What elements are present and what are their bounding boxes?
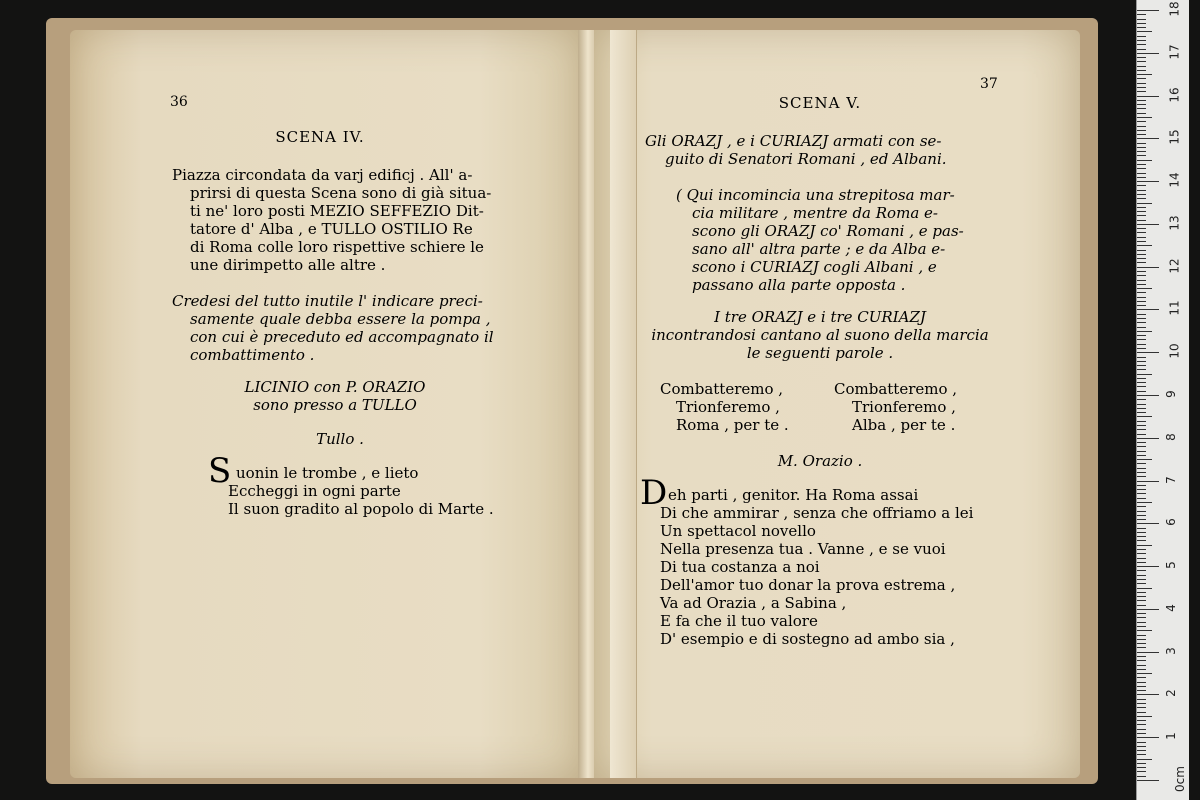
- ruler-tick: [1137, 23, 1146, 24]
- ruler-tick: [1137, 626, 1146, 627]
- direction-line: passano alla parte opposta .: [692, 276, 906, 294]
- speaker-name: M. Orazio .: [777, 452, 863, 470]
- ruler-tick: [1137, 374, 1152, 375]
- ruler-tick: [1137, 519, 1146, 520]
- ruler-tick: [1137, 297, 1146, 298]
- ruler-tick: [1137, 78, 1146, 79]
- ruler-tick: [1137, 40, 1146, 41]
- ruler-tick: [1137, 575, 1146, 576]
- ruler-tick: [1137, 305, 1146, 306]
- ruler-tick: [1137, 70, 1146, 71]
- measurement-ruler: [1136, 0, 1189, 800]
- entry-line: guito di Senatori Romani , ed Albani.: [665, 150, 947, 168]
- ruler-tick: [1137, 472, 1146, 473]
- ruler-tick: [1137, 250, 1146, 251]
- direction-line: ( Qui incomincia una strepitosa mar-: [676, 186, 955, 204]
- ruler-tick: [1137, 438, 1159, 439]
- ruler-tick: [1137, 754, 1146, 755]
- ruler-number: 8: [1163, 432, 1178, 441]
- drop-cap-letter: D: [640, 473, 668, 513]
- intro-line: di Roma colle loro rispettive schiere le: [190, 238, 484, 256]
- ruler-tick: [1137, 96, 1159, 97]
- ruler-tick: [1137, 528, 1146, 529]
- ruler-number: 14: [1167, 172, 1182, 188]
- ruler-number: 4: [1163, 604, 1178, 612]
- ruler-number: 12: [1167, 258, 1182, 274]
- ruler-tick: [1137, 570, 1146, 571]
- march-line: incontrandosi cantano al suono della marcia: [651, 326, 989, 344]
- verse-line: D' esempio e di sostegno ad ambo sia ,: [660, 630, 955, 648]
- ruler-tick: [1137, 446, 1146, 447]
- ruler-tick: [1137, 656, 1146, 657]
- ruler-tick: [1137, 643, 1146, 644]
- note-line: Credesi del tutto inutile l' indicare preci-: [172, 292, 483, 310]
- ruler-tick: [1137, 57, 1146, 58]
- ruler-tick: [1137, 275, 1146, 276]
- ruler-tick: [1137, 609, 1159, 610]
- ruler-tick: [1137, 511, 1146, 512]
- ruler-tick: [1137, 463, 1146, 464]
- ruler-tick: [1137, 31, 1152, 32]
- ruler-tick: [1137, 395, 1159, 396]
- ruler-tick: [1137, 382, 1146, 383]
- right-page-number: 37: [980, 76, 998, 92]
- ruler-tick: [1137, 224, 1159, 225]
- ruler-number: 1: [1163, 732, 1178, 741]
- drop-cap-letter: S: [208, 451, 232, 491]
- ruler-tick: [1137, 733, 1146, 734]
- chorus-roma-line: Trionferemo ,: [676, 398, 780, 416]
- ruler-tick: [1137, 177, 1146, 178]
- ruler-tick: [1137, 404, 1146, 405]
- ruler-tick: [1137, 108, 1146, 109]
- note-line: con cui è preceduto ed accompagnato il: [190, 328, 494, 346]
- verse-line: uonin le trombe , e lieto: [236, 464, 419, 482]
- ruler-tick: [1137, 647, 1146, 648]
- ruler-number: 9: [1163, 390, 1178, 398]
- stage-direction: LICINIO con P. ORAZIO: [244, 378, 426, 396]
- ruler-tick: [1137, 729, 1146, 730]
- intro-line: une dirimpetto alle altre .: [190, 256, 386, 274]
- ruler-tick: [1137, 639, 1146, 640]
- ruler-number: 15: [1167, 129, 1182, 145]
- ruler-tick: [1137, 10, 1159, 11]
- ruler-tick: [1137, 284, 1146, 285]
- chorus-alba-line: Combatteremo ,: [834, 380, 958, 398]
- ruler-tick: [1137, 665, 1146, 666]
- ruler-tick: [1137, 262, 1146, 263]
- ruler-tick: [1137, 767, 1146, 768]
- ruler-tick: [1137, 143, 1146, 144]
- ruler-tick: [1137, 724, 1146, 725]
- ruler-tick: [1137, 421, 1146, 422]
- ruler-tick: [1137, 451, 1146, 452]
- ruler-tick: [1137, 318, 1146, 319]
- ruler-number: 10: [1167, 343, 1182, 359]
- ruler-tick: [1137, 117, 1152, 118]
- ruler-tick: [1137, 309, 1159, 310]
- ruler-tick: [1137, 562, 1146, 563]
- ruler-tick: [1137, 502, 1152, 503]
- ruler-tick: [1137, 746, 1146, 747]
- ruler-tick: [1137, 19, 1146, 20]
- ruler-tick: [1137, 391, 1146, 392]
- chorus-alba-line: Trionferemo ,: [852, 398, 956, 416]
- intro-line: tatore d' Alba , e TULLO OSTILIO Re: [190, 220, 473, 238]
- ruler-tick: [1137, 335, 1146, 336]
- ruler-tick: [1137, 558, 1146, 559]
- ruler-tick: [1137, 241, 1146, 242]
- ruler-tick: [1137, 164, 1146, 165]
- ruler-number: 3: [1163, 646, 1178, 655]
- verse-line: Va ad Orazia , a Sabina ,: [660, 594, 847, 612]
- chorus-alba-line: Alba , per te .: [852, 416, 956, 434]
- note-line: combattimento .: [190, 346, 315, 364]
- ruler-tick: [1137, 211, 1146, 212]
- ruler-tick: [1137, 750, 1146, 751]
- ruler-tick: [1137, 429, 1146, 430]
- ruler-number: 2: [1163, 689, 1178, 698]
- ruler-tick: [1137, 536, 1146, 537]
- ruler-tick: [1137, 301, 1146, 302]
- ruler-tick: [1137, 173, 1146, 174]
- ruler-tick: [1137, 596, 1146, 597]
- ruler-tick: [1137, 292, 1146, 293]
- ruler-tick: [1137, 540, 1146, 541]
- ruler-tick: [1137, 434, 1146, 435]
- ruler-tick: [1137, 485, 1146, 486]
- ruler-tick: [1137, 190, 1146, 191]
- ruler-tick: [1137, 66, 1146, 67]
- ruler-tick: [1137, 694, 1159, 695]
- ruler-tick: [1137, 369, 1146, 370]
- ruler-tick: [1137, 348, 1146, 349]
- ruler-tick: [1137, 121, 1146, 122]
- ruler-tick: [1137, 314, 1146, 315]
- ruler-tick: [1137, 600, 1146, 601]
- direction-line: scono i CURIAZJ cogli Albani , e: [692, 258, 937, 276]
- ruler-tick: [1137, 532, 1146, 533]
- ruler-tick: [1137, 493, 1146, 494]
- ruler-tick: [1137, 690, 1146, 691]
- ruler-tick: [1137, 185, 1146, 186]
- ruler-tick: [1137, 198, 1146, 199]
- ruler-tick: [1137, 267, 1159, 268]
- intro-line: Piazza circondata da varj edificj . All' a-: [172, 166, 473, 184]
- direction-line: cia militare , mentre da Roma e-: [692, 204, 938, 222]
- ruler-tick: [1137, 583, 1146, 584]
- ruler-tick: [1137, 155, 1146, 156]
- ruler-tick: [1137, 459, 1152, 460]
- ruler-tick: [1137, 100, 1146, 101]
- ruler-tick: [1137, 27, 1146, 28]
- ruler-tick: [1137, 622, 1146, 623]
- ruler-tick: [1137, 592, 1146, 593]
- ruler-tick: [1137, 245, 1152, 246]
- ruler-number: 0cm: [1172, 766, 1187, 792]
- ruler-tick: [1137, 91, 1146, 92]
- ruler-tick: [1137, 254, 1146, 255]
- ruler-tick: [1137, 498, 1146, 499]
- verse-line: Nella presenza tua . Vanne , e se vuoi: [660, 540, 946, 558]
- ruler-tick: [1137, 168, 1146, 169]
- ruler-tick: [1137, 686, 1146, 687]
- note-line: samente quale debba essere la pompa ,: [190, 310, 491, 328]
- ruler-tick: [1137, 468, 1146, 469]
- ruler-tick: [1137, 386, 1146, 387]
- ruler-tick: [1137, 138, 1159, 139]
- ruler-tick: [1137, 716, 1152, 717]
- ruler-tick: [1137, 455, 1146, 456]
- ruler-number: 7: [1163, 475, 1178, 484]
- verse-line: eh parti , genitor. Ha Roma assai: [668, 486, 919, 504]
- ruler-tick: [1137, 160, 1152, 161]
- ruler-tick: [1137, 61, 1146, 62]
- ruler-tick: [1137, 682, 1146, 683]
- ruler-number: 18: [1167, 1, 1182, 17]
- ruler-tick: [1137, 660, 1146, 661]
- ruler-tick: [1137, 416, 1152, 417]
- entry-line: Gli ORAZJ , e i CURIAZJ armati con se-: [645, 132, 942, 150]
- speaker-name: Tullo .: [316, 430, 364, 448]
- ruler-tick: [1137, 523, 1159, 524]
- ruler-tick: [1137, 113, 1146, 114]
- ruler-tick: [1137, 549, 1146, 550]
- verse-line: E fa che il tuo valore: [660, 612, 818, 630]
- ruler-tick: [1137, 605, 1146, 606]
- ruler-tick: [1137, 44, 1146, 45]
- ruler-tick: [1137, 737, 1159, 738]
- ruler-tick: [1137, 87, 1146, 88]
- ruler-number: 17: [1167, 44, 1182, 60]
- ruler-number: 11: [1167, 300, 1182, 317]
- ruler-tick: [1137, 344, 1146, 345]
- ruler-tick: [1137, 339, 1146, 340]
- ruler-tick: [1137, 425, 1146, 426]
- ruler-tick: [1137, 327, 1146, 328]
- ruler-tick: [1137, 53, 1159, 54]
- ruler-tick: [1137, 258, 1146, 259]
- ruler-tick: [1137, 237, 1146, 238]
- ruler-tick: [1137, 412, 1146, 413]
- ruler-tick: [1137, 126, 1146, 127]
- ruler-tick: [1137, 232, 1146, 233]
- ruler-tick: [1137, 83, 1146, 84]
- ruler-tick: [1137, 207, 1146, 208]
- ruler-tick: [1137, 707, 1146, 708]
- ruler-tick: [1137, 215, 1146, 216]
- verse-line: Di che ammirar , senza che offriamo a lei: [660, 504, 974, 522]
- ruler-tick: [1137, 630, 1152, 631]
- left-scene-title: SCENA IV.: [275, 128, 365, 146]
- ruler-tick: [1137, 476, 1146, 477]
- ruler-tick: [1137, 579, 1146, 580]
- ruler-tick: [1137, 720, 1146, 721]
- ruler-tick: [1137, 742, 1146, 743]
- ruler-tick: [1137, 652, 1159, 653]
- ruler-tick: [1137, 408, 1146, 409]
- intro-line: prirsi di questa Scena sono di già situa-: [190, 184, 492, 202]
- ruler-tick: [1137, 613, 1146, 614]
- ruler-tick: [1137, 703, 1146, 704]
- verse-line: Eccheggi in ogni parte: [228, 482, 401, 500]
- ruler-tick: [1137, 365, 1146, 366]
- ruler-tick: [1137, 361, 1146, 362]
- ruler-tick: [1137, 378, 1146, 379]
- ruler-tick: [1137, 699, 1146, 700]
- ruler-tick: [1137, 481, 1159, 482]
- ruler-tick: [1137, 181, 1159, 182]
- ruler-number: 16: [1167, 86, 1182, 103]
- direction-line: sano all' altra parte ; e da Alba e-: [692, 240, 946, 258]
- chorus-roma-line: Roma , per te .: [676, 416, 789, 434]
- ruler-tick: [1137, 322, 1146, 323]
- chorus-roma-line: Combatteremo ,: [660, 380, 784, 398]
- march-line: I tre ORAZJ e i tre CURIAZJ: [714, 308, 926, 326]
- direction-line: scono gli ORAZJ co' Romani , e pas-: [692, 222, 964, 240]
- ruler-tick: [1137, 771, 1146, 772]
- ruler-tick: [1137, 352, 1159, 353]
- ruler-tick: [1137, 74, 1152, 75]
- ruler-tick: [1137, 130, 1146, 131]
- ruler-tick: [1137, 151, 1146, 152]
- ruler-tick: [1137, 566, 1159, 567]
- ruler-tick: [1137, 506, 1146, 507]
- ruler-number: 5: [1163, 561, 1178, 569]
- ruler-tick: [1137, 489, 1146, 490]
- right-scene-title: SCENA V.: [778, 94, 862, 112]
- ruler-tick: [1137, 147, 1146, 148]
- ruler-tick: [1137, 712, 1146, 713]
- ruler-tick: [1137, 14, 1146, 15]
- ruler-tick: [1137, 545, 1152, 546]
- ruler-tick: [1137, 288, 1152, 289]
- ruler-tick: [1137, 220, 1146, 221]
- intro-line: ti ne' loro posti MEZIO SEFFEZIO Dit-: [190, 202, 484, 220]
- ruler-tick: [1137, 280, 1146, 281]
- ruler-tick: [1137, 763, 1146, 764]
- ruler-tick: [1137, 271, 1146, 272]
- ruler-tick: [1137, 780, 1159, 781]
- ruler-tick: [1137, 669, 1146, 670]
- ruler-tick: [1137, 673, 1152, 674]
- ruler-tick: [1137, 635, 1146, 636]
- ruler-tick: [1137, 759, 1152, 760]
- verse-line: Un spettacol novello: [660, 522, 816, 540]
- ruler-tick: [1137, 399, 1146, 400]
- ruler-number: 13: [1167, 215, 1182, 231]
- torn-page-edge: [610, 30, 637, 778]
- ruler-number: 6: [1163, 518, 1178, 527]
- ruler-tick: [1137, 677, 1146, 678]
- ruler-tick: [1137, 228, 1146, 229]
- march-line: le seguenti parole .: [746, 344, 894, 362]
- ruler-tick: [1137, 134, 1146, 135]
- ruler-tick: [1137, 49, 1146, 50]
- ruler-tick: [1137, 776, 1146, 777]
- ruler-tick: [1137, 331, 1152, 332]
- stage-direction: sono presso a TULLO: [253, 396, 417, 414]
- ruler-tick: [1137, 515, 1146, 516]
- left-page-number: 36: [170, 94, 188, 110]
- verse-line: Il suon gradito al popolo di Marte .: [228, 500, 494, 518]
- ruler-tick: [1137, 36, 1146, 37]
- ruler-tick: [1137, 617, 1146, 618]
- ruler-tick: [1137, 203, 1152, 204]
- ruler-tick: [1137, 357, 1146, 358]
- ruler-tick: [1137, 194, 1146, 195]
- verse-line: Di tua costanza a noi: [660, 558, 820, 576]
- verse-line: Dell'amor tuo donar la prova estrema ,: [660, 576, 956, 594]
- ruler-tick: [1137, 588, 1152, 589]
- ruler-tick: [1137, 442, 1146, 443]
- ruler-tick: [1137, 553, 1146, 554]
- ruler-tick: [1137, 104, 1146, 105]
